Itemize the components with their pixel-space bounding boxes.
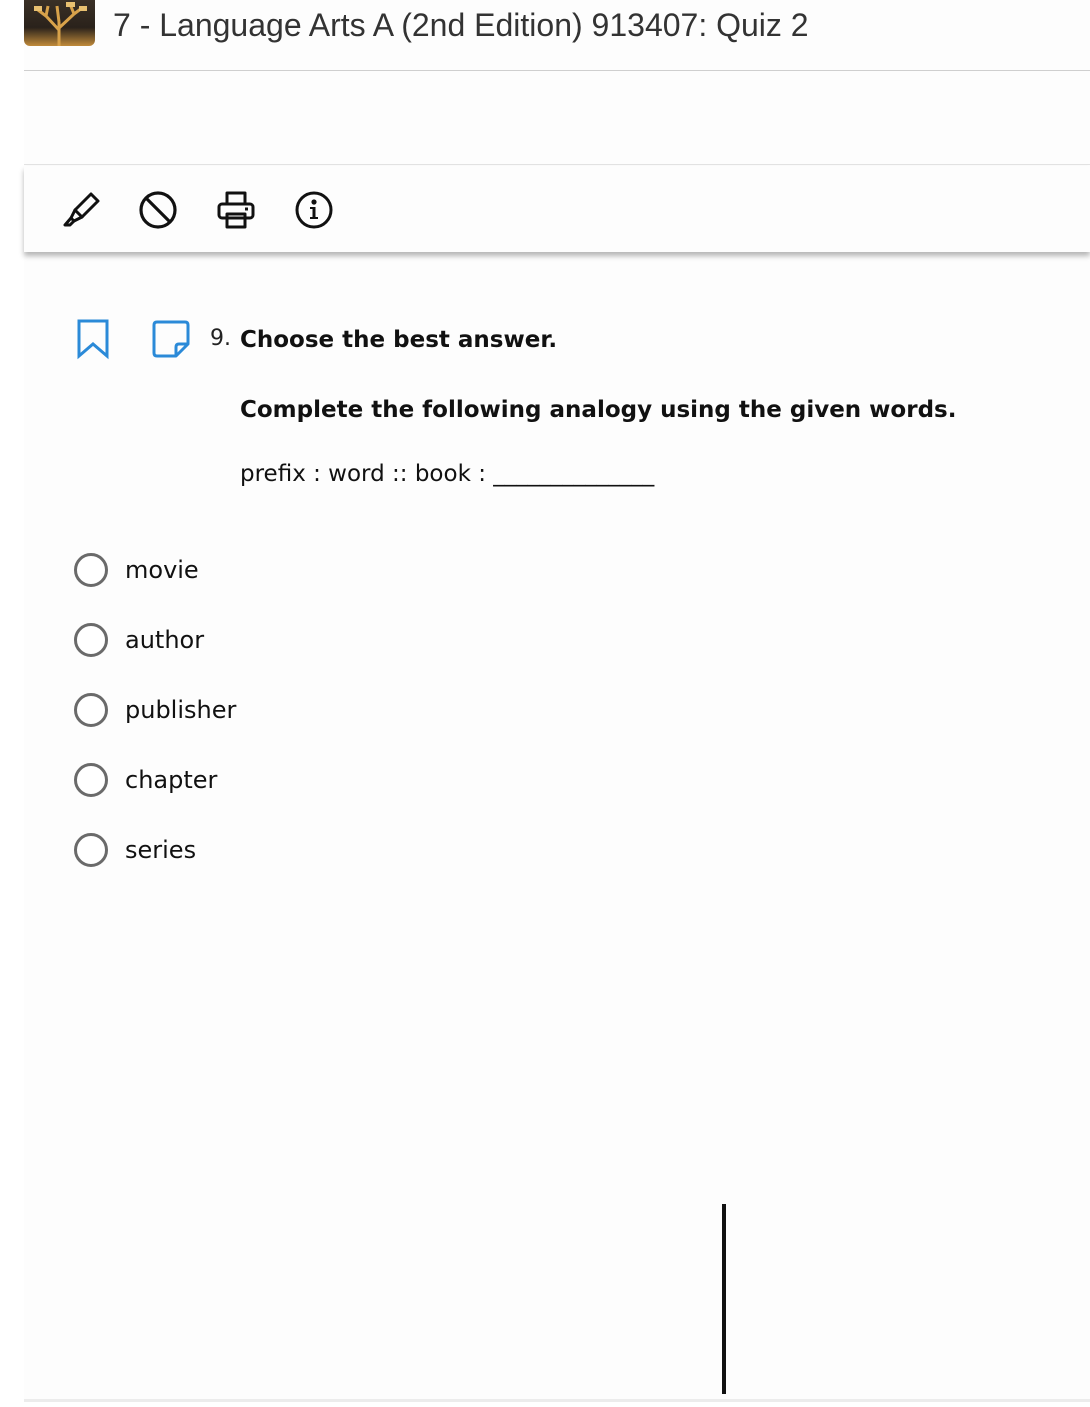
question-number: 9. xyxy=(210,326,231,351)
quiz-toolbar xyxy=(24,166,1090,252)
answer-option[interactable] xyxy=(74,760,474,800)
answer-option-label: series xyxy=(125,836,197,864)
bookmark-icon[interactable] xyxy=(76,318,110,364)
page-header xyxy=(24,0,1090,71)
question-analogy: prefix : word :: book : ______________ xyxy=(240,461,655,487)
answer-option-label: chapter xyxy=(125,766,218,794)
question-instruction: Choose the best answer. xyxy=(240,327,558,353)
answer-option-label: author xyxy=(125,626,205,654)
radio-button[interactable] xyxy=(74,763,108,797)
question-prompt: Complete the following analogy using the given words. xyxy=(240,397,957,423)
radio-button[interactable] xyxy=(74,553,108,587)
sub-bar-divider xyxy=(24,164,1090,165)
answer-option[interactable] xyxy=(74,830,474,870)
print-icon[interactable] xyxy=(214,188,258,232)
course-logo xyxy=(24,0,95,46)
info-icon[interactable] xyxy=(292,188,336,232)
text-cursor xyxy=(722,1204,726,1394)
highlighter-icon[interactable] xyxy=(60,188,104,232)
answer-option-label: publisher xyxy=(125,696,237,724)
answer-option[interactable] xyxy=(74,690,474,730)
radio-button[interactable] xyxy=(74,623,108,657)
answer-option[interactable] xyxy=(74,620,474,660)
page-bottom-edge xyxy=(24,1399,1090,1402)
course-title: 7 - Language Arts A (2nd Edition) 913407: Quiz 2 xyxy=(113,7,809,43)
note-icon[interactable] xyxy=(152,320,190,362)
answer-option[interactable] xyxy=(74,550,474,590)
radio-button[interactable] xyxy=(74,693,108,727)
eliminate-choice-icon[interactable] xyxy=(136,188,180,232)
radio-button[interactable] xyxy=(74,833,108,867)
answer-option-label: movie xyxy=(125,556,199,584)
